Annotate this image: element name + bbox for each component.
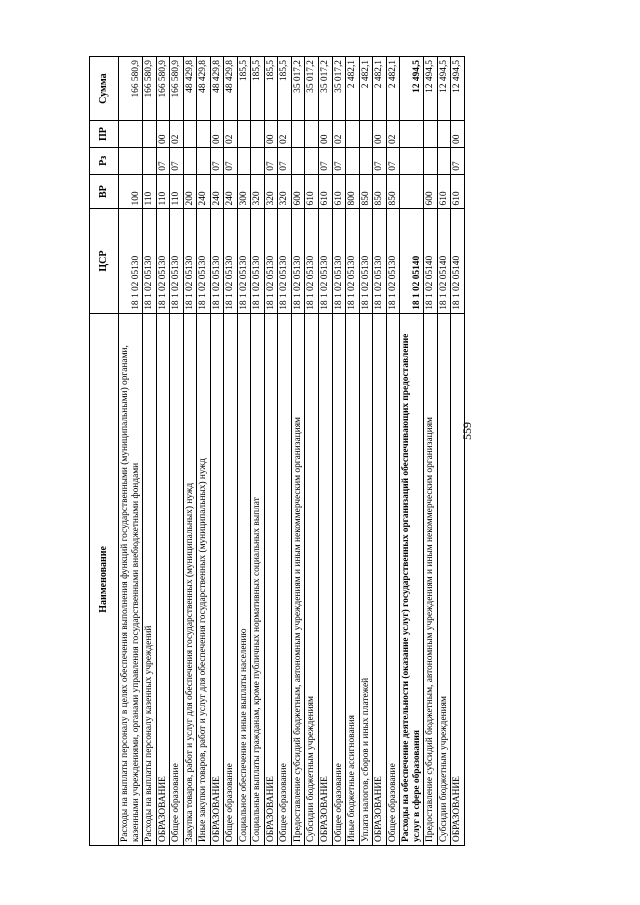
cell-pr: 02 [224,121,238,148]
cell-csr: 18 1 02 05130 [332,209,346,313]
header-sum: Сумма [90,57,119,121]
cell-sum: 12 494,5 [424,57,438,121]
cell-rz [197,147,211,174]
cell-pr [197,121,211,148]
cell-sum: 35 017,2 [291,57,305,121]
cell-rz [400,147,424,174]
header-csr: ЦСР [90,209,119,313]
header-rz: Рз [90,147,119,174]
cell-pr [291,121,305,148]
cell-vr: 850 [386,174,400,209]
cell-rz [346,147,360,174]
cell-name: Общее образование [278,313,292,845]
cell-pr: 02 [332,121,346,148]
cell-pr: 02 [170,121,184,148]
cell-csr: 18 1 02 05130 [305,209,319,313]
cell-rz: 07 [373,147,387,174]
cell-sum: 166 580,9 [170,57,184,121]
header-vr: ВР [90,174,119,209]
cell-vr: 200 [183,174,197,209]
cell-rz [424,147,438,174]
cell-vr: 110 [143,174,157,209]
cell-pr: 00 [373,121,387,148]
cell-csr: 18 1 02 05130 [143,209,157,313]
cell-name: Субсидии бюджетным учреждениям [437,313,451,845]
cell-vr: 320 [264,174,278,209]
cell-rz: 07 [318,147,332,174]
cell-name: Общее образование [332,313,346,845]
cell-csr: 18 1 02 05130 [119,209,143,313]
cell-name: Социальные выплаты гражданам, кроме публичных нормативных социальных выплат [251,313,265,845]
cell-vr: 240 [197,174,211,209]
budget-table-container [89,56,556,846]
cell-vr: 300 [237,174,251,209]
cell-sum: 2 482,1 [386,57,400,121]
cell-vr: 850 [359,174,373,209]
cell-name: ОБРАЗОВАНИЕ [318,313,332,845]
header-pr: ПР [90,121,119,148]
table-row [386,57,400,846]
cell-csr: 18 1 02 05130 [224,209,238,313]
cell-name: Расходы на обеспечение деятельности (оказание услуг) государственных организаций обеспечивающих предоставление услуг в сфере образования [400,313,424,845]
cell-rz: 07 [170,147,184,174]
cell-pr [437,121,451,148]
cell-pr: 00 [318,121,332,148]
cell-csr: 18 1 02 05140 [400,209,424,313]
page-number: 559 [460,422,474,440]
cell-vr: 110 [156,174,170,209]
cell-csr: 18 1 02 05130 [386,209,400,313]
cell-rz: 07 [224,147,238,174]
cell-csr: 18 1 02 05130 [318,209,332,313]
cell-vr: 600 [424,174,438,209]
table-row [305,57,319,846]
cell-rz: 07 [210,147,224,174]
cell-pr [251,121,265,148]
cell-rz [183,147,197,174]
cell-vr: 850 [373,174,387,209]
cell-name: Общее образование [224,313,238,845]
table-row [224,57,238,846]
table-row [197,57,211,846]
table-row [278,57,292,846]
cell-vr: 240 [224,174,238,209]
cell-sum: 12 494,5 [400,57,424,121]
cell-name: Иные закупки товаров, работ и услуг для обеспечения государственных (муниципальных) нужд [197,313,211,845]
cell-csr: 18 1 02 05130 [197,209,211,313]
cell-csr: 18 1 02 05130 [156,209,170,313]
table-row [346,57,360,846]
table-body [119,57,465,846]
table-row [183,57,197,846]
cell-pr: 00 [264,121,278,148]
table-row [251,57,265,846]
cell-csr: 18 1 02 05130 [373,209,387,313]
table-row [424,57,438,846]
cell-sum: 35 017,2 [318,57,332,121]
cell-pr [237,121,251,148]
cell-sum: 48 429,8 [183,57,197,121]
cell-rz [143,147,157,174]
cell-rz: 07 [278,147,292,174]
cell-rz [251,147,265,174]
cell-csr: 18 1 02 05130 [170,209,184,313]
cell-sum: 12 494,5 [437,57,451,121]
cell-vr: 800 [346,174,360,209]
cell-pr [119,121,143,148]
cell-rz: 07 [264,147,278,174]
cell-rz [359,147,373,174]
cell-sum: 35 017,2 [332,57,346,121]
table-row [264,57,278,846]
table-row [237,57,251,846]
cell-rz: 07 [332,147,346,174]
header-name: Наименование [90,313,119,845]
cell-pr [359,121,373,148]
table-row [332,57,346,846]
cell-csr: 18 1 02 05130 [264,209,278,313]
cell-vr: 320 [251,174,265,209]
cell-sum: 185,5 [264,57,278,121]
cell-csr: 18 1 02 05140 [424,209,438,313]
cell-rz [119,147,143,174]
cell-csr: 18 1 02 05130 [237,209,251,313]
cell-vr [400,174,424,209]
cell-sum: 166 580,9 [143,57,157,121]
cell-rz: 07 [156,147,170,174]
table-row [210,57,224,846]
cell-sum: 35 017,2 [305,57,319,121]
cell-csr: 18 1 02 05130 [346,209,360,313]
cell-name: Расходы на выплаты персоналу в целях обеспечения выполнения функций государственными (муниципальными) органами, казенными учреждениями, органами управления государственными внебюджетными фондами [119,313,143,845]
cell-vr: 600 [291,174,305,209]
cell-csr: 18 1 02 05130 [291,209,305,313]
cell-vr: 610 [318,174,332,209]
cell-name: Расходы на выплаты персоналу казенных учреждений [143,313,157,845]
cell-vr: 610 [332,174,346,209]
cell-vr: 110 [170,174,184,209]
table-row [143,57,157,846]
cell-sum: 48 429,8 [224,57,238,121]
cell-pr: 02 [278,121,292,148]
cell-name: Общее образование [170,313,184,845]
cell-csr: 18 1 02 05130 [210,209,224,313]
cell-pr [143,121,157,148]
cell-rz: 07 [451,147,465,174]
cell-vr: 610 [451,174,465,209]
table-row [291,57,305,846]
cell-vr: 320 [278,174,292,209]
cell-pr [305,121,319,148]
cell-sum: 185,5 [251,57,265,121]
cell-name: Иные бюджетные ассигнования [346,313,360,845]
cell-rz [291,147,305,174]
cell-name: Закупка товаров, работ и услуг для обеспечения государственных (муниципальных) нужд [183,313,197,845]
cell-name: ОБРАЗОВАНИЕ [210,313,224,845]
cell-name: ОБРАЗОВАНИЕ [264,313,278,845]
cell-name: Предоставление субсидий бюджетным, автономным учреждениям и иным некоммерческим организациям [291,313,305,845]
cell-csr: 18 1 02 05130 [278,209,292,313]
cell-rz [437,147,451,174]
cell-sum: 166 580,9 [156,57,170,121]
cell-name: ОБРАЗОВАНИЕ [373,313,387,845]
table-row [451,57,465,846]
table-row [400,57,424,846]
cell-rz: 07 [386,147,400,174]
cell-sum: 2 482,1 [373,57,387,121]
table-row [359,57,373,846]
cell-name: Социальное обеспечение и иные выплаты населению [237,313,251,845]
cell-sum: 185,5 [237,57,251,121]
cell-pr [346,121,360,148]
cell-pr: 02 [386,121,400,148]
cell-pr [183,121,197,148]
cell-vr: 610 [305,174,319,209]
budget-table [89,56,465,846]
table-row [437,57,451,846]
table-row [156,57,170,846]
cell-name: Общее образование [386,313,400,845]
cell-sum: 2 482,1 [346,57,360,121]
cell-name: Субсидии бюджетным учреждениям [305,313,319,845]
cell-sum: 48 429,8 [210,57,224,121]
cell-csr: 18 1 02 05140 [437,209,451,313]
cell-csr: 18 1 02 05130 [359,209,373,313]
cell-sum: 2 482,1 [359,57,373,121]
cell-vr: 240 [210,174,224,209]
cell-name: ОБРАЗОВАНИЕ [451,313,465,845]
cell-rz [237,147,251,174]
cell-sum: 48 429,8 [197,57,211,121]
table-header-row [90,57,119,846]
cell-name: Предоставление субсидий бюджетным, автономным учреждениям и иным некоммерческим организациям [424,313,438,845]
table-row [318,57,332,846]
cell-pr [400,121,424,148]
cell-sum: 12 494,5 [451,57,465,121]
cell-pr [424,121,438,148]
table-row [373,57,387,846]
cell-csr: 18 1 02 05130 [183,209,197,313]
cell-name: ОБРАЗОВАНИЕ [156,313,170,845]
cell-rz [305,147,319,174]
cell-vr: 100 [119,174,143,209]
cell-csr: 18 1 02 05140 [451,209,465,313]
table-row [170,57,184,846]
cell-sum: 185,5 [278,57,292,121]
cell-pr: 00 [156,121,170,148]
cell-name: Уплата налогов, сборов и иных платежей [359,313,373,845]
cell-pr: 00 [210,121,224,148]
cell-pr: 00 [451,121,465,148]
cell-vr: 610 [437,174,451,209]
table-row [119,57,143,846]
cell-csr: 18 1 02 05130 [251,209,265,313]
cell-sum: 166 580,9 [119,57,143,121]
